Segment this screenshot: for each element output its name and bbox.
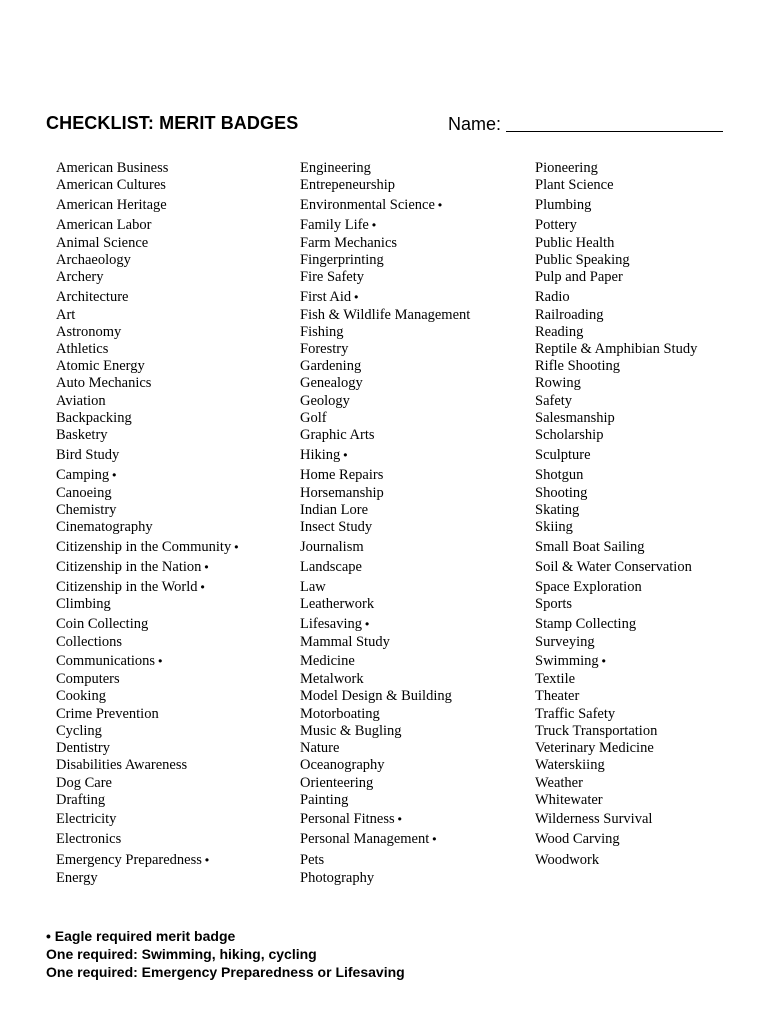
badge-item [300,358,361,375]
badge-label: Electronics [56,831,122,847]
badge-label: Scholarship [535,427,604,443]
badge-item [56,252,131,269]
badge-label: Soil & Water Conservation [535,559,692,575]
badge-label: Communications [56,653,156,669]
badge-item [300,307,470,324]
badge-item [56,358,145,375]
badge-label: Rifle Shooting [535,358,620,374]
badge-label: Dentistry [56,740,110,756]
badge-item [56,269,104,286]
badge-item [535,596,572,613]
badge-label: Model Design & Building [300,688,452,704]
badge-label: Nature [300,740,340,756]
badge-label: Textile [535,671,576,687]
badge-item [300,427,375,444]
page-title: CHECKLIST: MERIT BADGES [46,113,299,133]
badge-item [535,775,583,792]
badge-label: Fingerprinting [300,252,384,268]
badge-item [300,519,372,536]
badge-item [300,616,369,633]
badge-label: Mammal Study [300,634,390,650]
badge-item [300,252,384,269]
badge-label: Crime Prevention [56,706,159,722]
badge-item [535,447,591,464]
badge-item [56,706,159,723]
eagle-required-bullet-icon: • [437,198,443,212]
badge-item [56,539,238,556]
badge-label: Salesmanship [535,410,615,426]
badge-label: Theater [535,688,580,704]
badge-label: Climbing [56,596,111,612]
badge-label: Archery [56,269,104,285]
badge-item [300,447,347,464]
eagle-required-bullet-icon: • [371,218,377,232]
badge-label: Insect Study [300,519,373,535]
badge-item [56,217,151,234]
badge-item [300,341,348,358]
eagle-required-bullet-icon: • [234,540,239,554]
badge-label: Lifesaving [300,616,363,632]
badge-label: Fish & Wildlife Management [300,307,471,323]
badge-label: First Aid [300,289,352,305]
badge-item [56,870,98,887]
badge-label: Skating [535,502,580,518]
badge-label: Home Repairs [300,467,384,483]
badge-label: Indian Lore [300,502,369,518]
badge-item [535,375,581,392]
badge-item [535,485,587,502]
eagle-required-bullet-icon: • [601,654,606,668]
badge-label: Art [56,307,76,323]
badge-label: Law [300,579,326,595]
badge-item [56,852,209,869]
badge-item [56,177,166,194]
eagle-required-bullet-icon: • [200,580,205,594]
badge-label: Pottery [535,217,577,233]
badge-item [56,775,112,792]
badge-label: Motorboating [300,706,380,722]
badge-label: Bird Study [56,447,120,463]
badge-item [535,358,620,375]
footer-notes [46,927,405,981]
badge-label: Backpacking [56,410,132,426]
badge-item [56,688,106,705]
badge-label: Railroading [535,307,604,323]
badge-label: Rowing [535,375,581,391]
badge-item [300,177,395,194]
badge-label: Landscape [300,559,362,575]
badge-item [535,723,657,740]
badge-item [535,341,697,358]
eagle-required-bullet-icon: • [204,853,210,867]
badge-label: Emergency Preparedness [56,852,202,868]
badge-item [535,307,603,324]
badge-item [300,217,376,234]
badge-item [300,289,358,306]
badge-item [56,757,187,774]
badge-item [56,307,75,324]
badge-label: Surveying [535,634,595,650]
badge-label: Metalwork [300,671,364,687]
badge-item [535,160,598,177]
badge-item [56,427,108,444]
badge-label: Reptile & Amphibian Study [535,341,698,357]
badge-item [535,393,572,410]
badge-item [535,502,579,519]
badge-label: Citizenship in the Nation [56,559,202,575]
badge-item [300,197,442,214]
badge-item [300,467,383,484]
badge-label: Safety [535,393,573,409]
badge-item [300,539,364,556]
badge-label: Pulp and Paper [535,269,623,285]
badge-label: Pets [300,852,325,868]
badge-label: Cycling [56,723,102,739]
badge-item [56,393,106,410]
badge-label: Engineering [300,160,371,176]
eagle-required-bullet-icon: • [354,290,359,304]
badge-label: Medicine [300,653,355,669]
badge-item [300,671,364,688]
badge-label: Coin Collecting [56,616,149,632]
badge-label: Stamp Collecting [535,616,637,632]
badge-label: Music & Bugling [300,723,402,739]
badge-item [535,235,614,252]
badge-label: Pioneering [535,160,598,176]
badge-label: Fishing [300,324,344,340]
badge-label: Radio [535,289,570,305]
badge-label: Genealogy [300,375,363,391]
badge-item [535,427,603,444]
badge-item [535,831,620,848]
badge-label: Plant Science [535,177,614,193]
badge-item [300,852,324,869]
badge-label: Painting [300,792,349,808]
badge-item [535,616,636,633]
badge-label: Personal Fitness [300,811,395,827]
badge-label: Auto Mechanics [56,375,152,391]
badge-item [56,596,111,613]
badge-item [300,775,373,792]
badge-item [56,485,112,502]
badge-item [535,792,603,809]
badge-label: Oceanography [300,757,385,773]
eagle-required-bullet-icon: • [343,448,348,462]
badge-item [56,811,116,828]
badge-label: Horsemanship [300,485,384,501]
badge-label: Waterskiing [535,757,605,773]
badge-label: Canoeing [56,485,112,501]
eagle-required-bullet-icon: • [112,468,117,482]
badge-label: American Business [56,160,169,176]
badge-item [300,502,368,519]
badge-label: Traffic Safety [535,706,616,722]
badge-label: Architecture [56,289,129,305]
badge-item [535,811,652,828]
badge-label: American Heritage [56,197,167,213]
badge-item [535,217,577,234]
badge-label: Public Health [535,235,615,251]
badge-item [56,653,162,670]
eagle-required-bullet-icon: • [158,654,163,668]
badge-label: Orienteering [300,775,374,791]
badge-item [300,634,390,651]
badge-item [300,410,327,427]
badge-item [300,160,371,177]
badge-item [300,579,326,596]
badge-label: Personal Management [300,831,430,847]
badge-item [56,634,122,651]
badge-item [56,410,132,427]
badge-label: Swimming [535,653,599,669]
badge-label: Athletics [56,341,109,357]
badge-label: Whitewater [535,792,603,808]
badge-label: Public Speaking [535,252,630,268]
badge-label: Plumbing [535,197,592,213]
badge-label: Photography [300,870,375,886]
badge-label: Forestry [300,341,349,357]
badge-item [56,197,167,214]
badge-label: Disabilities Awareness [56,757,188,773]
badge-label: Sculpture [535,447,591,463]
badge-label: Dog Care [56,775,112,791]
badge-label: Electricity [56,811,117,827]
badge-item [300,393,350,410]
badge-item [300,485,384,502]
badge-label: Woodwork [535,852,600,868]
badge-item [300,757,385,774]
requirement-note-2: One required: Emergency Preparedness or Lifesaving [46,964,405,980]
badge-label: Sports [535,596,573,612]
badge-label: Aviation [56,393,106,409]
badge-item [300,269,364,286]
badge-item [535,653,606,670]
badge-item [56,375,151,392]
badge-item [535,671,575,688]
badge-item [56,723,102,740]
badge-item [56,831,121,848]
badge-label: Citizenship in the Community [56,539,232,555]
badge-label: Cooking [56,688,106,704]
badge-label: Basketry [56,427,108,443]
badge-label: Reading [535,324,584,340]
badge-label: American Labor [56,217,152,233]
badge-label: American Cultures [56,177,166,193]
eagle-required-bullet-icon: • [432,832,437,846]
badge-item [56,559,209,576]
badge-label: Space Exploration [535,579,642,595]
badge-item [535,706,615,723]
badge-item [535,539,645,556]
badge-item [300,870,374,887]
badge-item [56,519,153,536]
eagle-legend: • Eagle required merit badge [46,928,236,944]
badge-item [300,596,374,613]
badge-item [535,177,614,194]
badge-item [535,519,573,536]
badge-label: Astronomy [56,324,122,340]
badge-label: Energy [56,870,98,886]
badge-item [300,706,380,723]
badge-item [300,653,355,670]
badge-item [300,235,397,252]
badge-label: Family Life [300,217,369,233]
badge-item [56,289,128,306]
badge-label: Camping [56,467,110,483]
badge-item [535,740,654,757]
badge-item [56,447,119,464]
badge-label: Truck Transportation [535,723,658,739]
badge-item [535,269,623,286]
badge-label: Wood Carving [535,831,620,847]
badge-label: Fire Safety [300,269,365,285]
badge-item [535,688,579,705]
eagle-required-bullet-icon: • [204,560,209,574]
badge-item [535,197,591,214]
badge-label: Cinematography [56,519,153,535]
badge-label: Farm Mechanics [300,235,398,251]
eagle-required-bullet-icon: • [365,617,370,631]
badge-item [56,235,148,252]
badge-item [300,375,363,392]
badge-item [56,616,148,633]
badge-label: Citizenship in the World [56,579,198,595]
badge-label: Atomic Energy [56,358,145,374]
badge-item [300,831,436,848]
badge-item [56,341,108,358]
badge-item [300,688,452,705]
badge-label: Wilderness Survival [535,811,653,827]
badge-item [56,740,110,757]
badge-item [535,852,599,869]
badge-item [535,252,630,269]
badge-label: Collections [56,634,123,650]
badge-item [56,324,121,341]
badge-item [300,792,348,809]
badge-label: Journalism [300,539,364,555]
badge-item [56,579,205,596]
badge-label: Drafting [56,792,106,808]
badge-item [535,579,642,596]
badge-item [535,634,595,651]
badge-item [535,324,583,341]
badge-label: Veterinary Medicine [535,740,654,756]
badge-item [535,757,605,774]
badge-label: Gardening [300,358,362,374]
badge-label: Hiking [300,447,341,463]
badge-label: Leatherwork [300,596,375,612]
eagle-required-bullet-icon: • [397,812,402,826]
badge-label: Animal Science [56,235,149,251]
badge-item [300,324,344,341]
name-label: Name: [448,114,502,134]
badge-item [56,160,168,177]
badge-item [300,740,339,757]
badge-item [535,410,615,427]
badge-item [300,723,402,740]
badge-label: Skiing [535,519,573,535]
badge-item [56,467,116,484]
badge-item [56,502,116,519]
badge-item [56,671,120,688]
badge-label: Shooting [535,485,588,501]
badge-label: Geology [300,393,350,409]
badge-label: Weather [535,775,583,791]
badge-label: Graphic Arts [300,427,375,443]
badge-item [56,792,105,809]
badge-item [535,559,692,576]
badge-label: Golf [300,410,327,426]
badge-item [535,467,583,484]
requirement-note-1: One required: Swimming, hiking, cycling [46,946,317,962]
badge-item [535,289,570,306]
badge-item [300,811,402,828]
badge-label: Small Boat Sailing [535,539,645,555]
badge-label: Shotgun [535,467,584,483]
badge-label: Environmental Science [300,197,435,213]
badge-label: Chemistry [56,502,117,518]
badge-item [300,559,362,576]
badge-label: Entrepeneurship [300,177,396,193]
badge-label: Archaeology [56,252,131,268]
badge-label: Computers [56,671,120,687]
name-line[interactable] [506,131,723,132]
